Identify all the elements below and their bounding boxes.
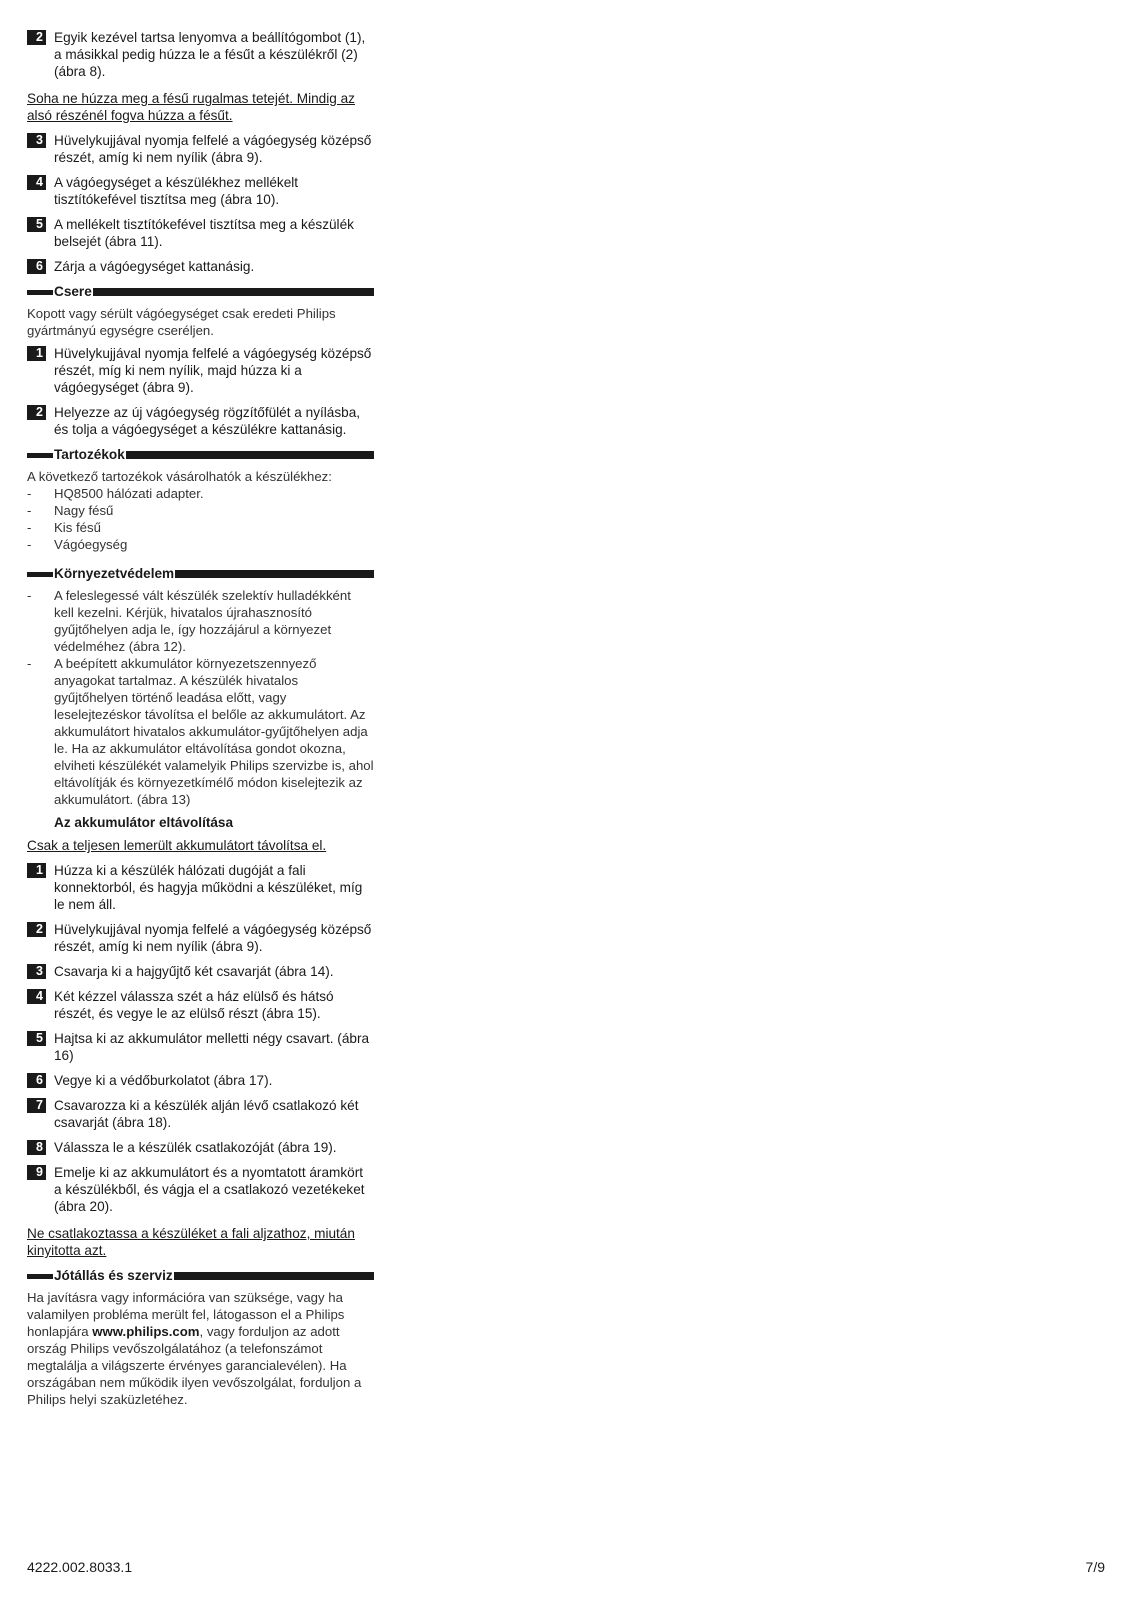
step-number: 5	[27, 1031, 46, 1046]
step-text: Hüvelykujjával nyomja felfelé a vágóegység középső részét, amíg ki nem nyílik (ábra 9).	[54, 133, 372, 165]
list-item: - Vágóegység	[27, 537, 128, 552]
step-number: 1	[27, 863, 46, 878]
step	[27, 132, 374, 166]
list-item: - HQ8500 hálózati adapter.	[27, 486, 204, 501]
heading-bar	[93, 288, 374, 296]
step	[27, 29, 374, 80]
step-number: 4	[27, 989, 46, 1004]
step-number: 6	[27, 1073, 46, 1088]
subheading: Az akkumulátor eltávolítása	[54, 815, 234, 830]
step	[27, 216, 374, 250]
step-number: 9	[27, 1165, 46, 1180]
paragraph	[27, 1289, 374, 1408]
step-text: Zárja a vágóegységet kattanásig.	[54, 259, 255, 274]
step	[27, 1164, 374, 1215]
step-number: 6	[27, 259, 46, 274]
website-link[interactable]: www.philips.com	[92, 1324, 200, 1339]
step-text: Csavarozza ki a készülék alján lévő csatlakozó két csavarját (ábra 18).	[54, 1098, 359, 1130]
section-heading-jotallas	[27, 1269, 374, 1283]
section-heading-csere	[27, 285, 374, 299]
step-number: 2	[27, 30, 46, 45]
step	[27, 1030, 374, 1064]
section-heading-kornyezetvedelem	[27, 567, 374, 581]
step	[27, 862, 374, 913]
step-number: 4	[27, 175, 46, 190]
heading-text: Tartozékok	[54, 447, 125, 462]
paragraph: Kopott vagy sérült vágóegységet csak eredeti Philips gyártmányú egységre cseréljen.	[27, 306, 336, 338]
list-item: - Nagy fésű	[27, 503, 114, 518]
list-item-text: HQ8500 hálózati adapter.	[54, 486, 204, 501]
step-text: Hajtsa ki az akkumulátor melletti négy csavart. (ábra 16)	[54, 1031, 370, 1063]
heading-bar	[27, 1274, 53, 1279]
step-number: 2	[27, 922, 46, 937]
step	[27, 988, 374, 1022]
paragraph-text: Ha javításra vagy információra van szüksége, vagy ha valamilyen probléma merült fel, látogasson el a Philips honlapjára	[27, 1290, 345, 1339]
heading-bar	[27, 572, 53, 577]
heading-bar	[27, 290, 53, 295]
step-text: Egyik kezével tartsa lenyomva a beállítógombot (1), a másikkal pedig húzza le a fésűt a készülékről (2) (ábra 8).	[54, 30, 366, 79]
list-item: - A feleslegessé vált készülék szelektív hulladékként kell kezelni. Kérjük, hivatalos újrahasznosító gyűjtőhelyen adja le, így hozzájárul a környezet védelméhez (ábra 12).	[27, 588, 351, 654]
list-item-text: Kis fésű	[54, 520, 101, 535]
step-text: A vágóegységet a készülékhez mellékelt tisztítókefével tisztítsa meg (ábra 10).	[54, 175, 299, 207]
step-number: 8	[27, 1140, 46, 1155]
page-number: 7/9	[1085, 1559, 1105, 1575]
step-text: Helyezze az új vágóegység rögzítőfülét a nyílásba, és tolja a vágóegységet a készülékre kattanásig.	[54, 405, 361, 437]
step-number: 1	[27, 346, 46, 361]
step	[27, 258, 374, 275]
list-item: - A beépített akkumulátor környezetszennyező anyagokat tartalmaz. A készülék hivatalos gyűjtőhelyen történő leadása előtt, vagy leselejtezéskor távolítsa el belőle az akkumulátort. Az akkumulátort hivatalos akkumulátor-gyűjtőhelyen adja le. Ha az akkumulátor eltávolítása gondot okozna, elviheti készülékét valamelyik Philips szervizbe is, ahol eltávolítják és környezetkímélő módon kiselejtezik az akkumulátort. (ábra 13)	[27, 656, 374, 807]
warning-text: Ne csatlakoztassa a készüléket a fali aljzathoz, miután kinyitotta azt.	[27, 1226, 355, 1258]
step-text: Két kézzel válassza szét a ház elülső és hátsó részét, és vegye le az elülső részt (ábra 15).	[54, 989, 334, 1021]
list-item-text: Nagy fésű	[54, 503, 114, 518]
heading-bar	[27, 453, 53, 458]
step	[27, 345, 374, 396]
step-number: 5	[27, 217, 46, 232]
heading-text: Környezetvédelem	[54, 566, 175, 581]
heading-bar	[175, 570, 374, 578]
paragraph: A következő tartozékok vásárolhatók a készülékhez:	[27, 469, 332, 484]
warning-text: Soha ne húzza meg a fésű rugalmas tetejét. Mindig az alsó részénél fogva húzza a fésűt.	[27, 91, 355, 123]
step-text: Húzza ki a készülék hálózati dugóját a fali konnektorból, és hagyja működni a készüléket, míg le nem áll.	[54, 863, 363, 912]
step-number: 7	[27, 1098, 46, 1113]
step	[27, 174, 374, 208]
heading-bar	[174, 1272, 374, 1280]
step-text: Hüvelykujjával nyomja felfelé a vágóegység középső részét, míg ki nem nyílik, majd húzza ki a vágóegységet (ábra 9).	[54, 346, 372, 395]
list-item-text: Vágóegység	[54, 537, 128, 552]
step-text: Válassza le a készülék csatlakozóját (ábra 19).	[54, 1140, 337, 1155]
list-item-text: A feleslegessé vált készülék szelektív hulladékként kell kezelni. Kérjük, hivatalos újrahasznosító gyűjtőhelyen adja le, így hozzájárul a környezet védelméhez (ábra 12).	[54, 588, 351, 654]
list-item-text: A beépített akkumulátor környezetszennyező anyagokat tartalmaz. A készülék hivatalos gyűjtőhelyen történő leadása előtt, vagy leselejtezéskor távolítsa el belőle az akkumulátort. Az akkumulátort hivatalos akkumulátor-gyűjtőhelyen adja le. Ha az akkumulátor eltávolítása gondot okozna, elviheti készülékét valamelyik Philips szervizbe is, ahol eltávolítják és környezetkímélő módon kiselejtezik az akkumulátort. (ábra 13)	[54, 656, 374, 807]
step	[27, 1097, 374, 1131]
step-text: Csavarja ki a hajgyűjtő két csavarját (ábra 14).	[54, 964, 334, 979]
step	[27, 921, 374, 955]
document-code: 4222.002.8033.1	[27, 1559, 133, 1575]
step-text: Vegye ki a védőburkolatot (ábra 17).	[54, 1073, 273, 1088]
heading-bar	[126, 451, 374, 459]
content-column	[27, 29, 374, 1414]
heading-text: Csere	[54, 284, 92, 299]
list-item: - Kis fésű	[27, 520, 101, 535]
step	[27, 404, 374, 438]
heading-text: Jótállás és szerviz	[54, 1268, 173, 1283]
step	[27, 1072, 374, 1089]
step-text: Hüvelykujjával nyomja felfelé a vágóegység középső részét, amíg ki nem nyílik (ábra 9).	[54, 922, 372, 954]
step-number: 3	[27, 964, 46, 979]
step-number: 2	[27, 405, 46, 420]
step	[27, 1139, 374, 1156]
section-heading-tartozekok	[27, 448, 374, 462]
warning-text: Csak a teljesen lemerült akkumulátort távolítsa el.	[27, 838, 327, 853]
step-number: 3	[27, 133, 46, 148]
paragraph-text: , vagy forduljon az adott ország Philips vevőszolgálatához (a telefonszámot megtalálja a világszerte érvényes garancialevélen). Ha országában nem működik ilyen vevőszolgálat, forduljon a Philips helyi szaküzletéhez.	[27, 1324, 362, 1407]
step-text: A mellékelt tisztítókefével tisztítsa meg a készülék belsejét (ábra 11).	[54, 217, 354, 249]
step-text: Emelje ki az akkumulátort és a nyomtatott áramkört a készülékből, és vágja el a csatlakozó vezetékeket (ábra 20).	[54, 1165, 365, 1214]
step	[27, 963, 374, 980]
